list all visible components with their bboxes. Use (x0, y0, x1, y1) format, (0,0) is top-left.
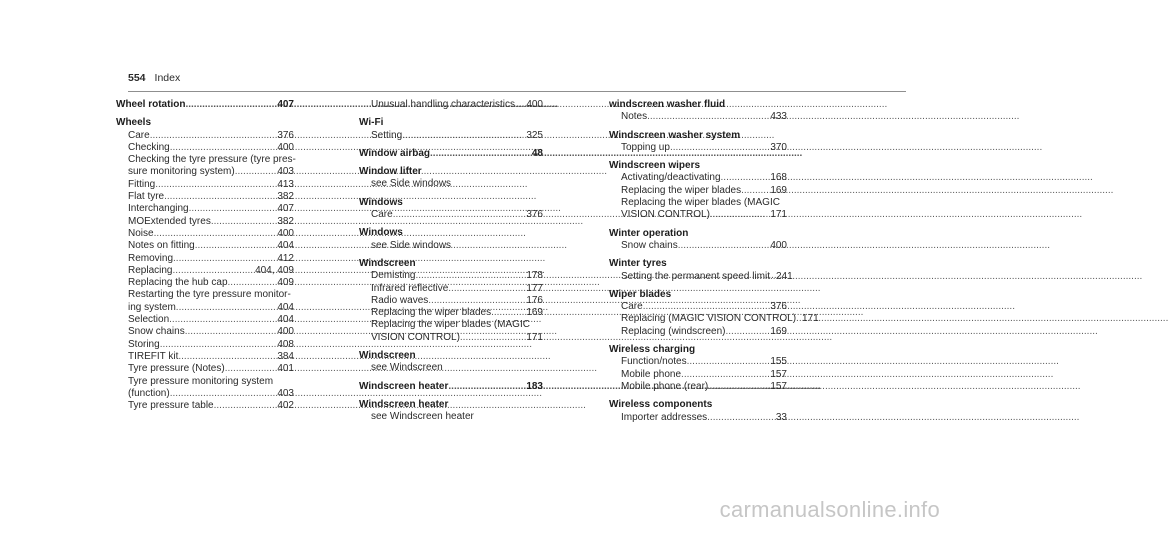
index-entry (359, 99, 543, 111)
page-reference[interactable]: 370 (770, 141, 787, 153)
index-entry (609, 258, 793, 283)
index-subentry[interactable] (621, 356, 787, 368)
page-reference[interactable]: 404, 409 (255, 264, 294, 276)
index-subentry[interactable] (371, 283, 543, 295)
page-reference[interactable]: 400 (277, 141, 294, 153)
page-reference[interactable]: 403 (277, 387, 294, 399)
index-heading: Windows (359, 196, 403, 208)
dot-leader (643, 301, 769, 313)
subentry-text: Mobile phone (621, 368, 682, 380)
subentry-text: Replacing the wiper blades (371, 307, 492, 319)
index-subentry[interactable] (371, 209, 543, 221)
page-reference[interactable]: 400 (277, 326, 294, 338)
page-reference[interactable]: 169 (526, 307, 543, 319)
index-heading[interactable] (116, 99, 294, 111)
index-subentry[interactable] (128, 240, 294, 252)
subentry-text: (function) (128, 387, 170, 399)
page-reference[interactable]: 241 (775, 270, 793, 282)
index-subentry: see Side windows (371, 239, 452, 251)
index-heading: Wi-Fi (359, 117, 384, 129)
dot-leader (430, 148, 530, 160)
index-heading: Windscreen heater (359, 398, 449, 410)
index-subentry[interactable] (128, 179, 294, 191)
dot-leader (176, 302, 276, 314)
index-subentry[interactable] (128, 216, 294, 228)
page-reference[interactable]: 403 (277, 166, 294, 178)
dot-leader (164, 191, 275, 203)
subentry-text: Tyre pressure (Notes) (128, 363, 225, 375)
index-subentry[interactable] (621, 270, 793, 283)
subentry-text: Care (621, 301, 643, 313)
index-subentry[interactable] (371, 270, 543, 282)
index-heading: Windscreen (359, 350, 416, 362)
page-reference[interactable]: 400 (770, 239, 787, 251)
subentry-text: Selection (128, 314, 170, 326)
index-heading-text: Windscreen heater (359, 380, 449, 392)
dot-leader (647, 111, 768, 123)
index-heading: Windscreen (359, 257, 416, 269)
index-subentry[interactable] (128, 326, 294, 338)
index-subentry[interactable] (128, 166, 294, 178)
index-subentry[interactable] (128, 191, 294, 203)
dot-leader (708, 381, 768, 393)
subentry-text: Removing (128, 252, 174, 264)
dot-leader (726, 326, 769, 338)
page-reference[interactable]: 404 (277, 301, 294, 313)
index-subentry[interactable] (621, 313, 819, 325)
index-subentry: Tyre pressure monitoring system (128, 375, 274, 387)
page-reference[interactable]: 409 (277, 277, 294, 289)
page-reference[interactable]: 157 (770, 380, 787, 392)
subentry-text: Setting the permanent speed limit (621, 270, 770, 282)
subentry-text: Demisting (371, 270, 416, 282)
index-subentry[interactable] (621, 142, 787, 154)
index-subentry: Replacing the wiper blades (MAGIC (371, 319, 530, 331)
index-entry (116, 117, 294, 412)
index-subentry[interactable] (128, 142, 294, 154)
index-entry (609, 288, 819, 338)
index-heading: Window lifter (359, 166, 422, 178)
index-column-1 (116, 99, 294, 418)
subentry-text: Tyre pressure table (128, 400, 214, 412)
subentry-text: Infrared reflective (371, 282, 449, 294)
subentry-text: Mobile phone (rear) (621, 380, 709, 392)
dot-leader (678, 240, 769, 252)
dot-leader (707, 412, 774, 424)
page-reference[interactable]: 48 (531, 147, 543, 159)
index-subentry[interactable] (128, 339, 294, 351)
index-heading[interactable] (359, 148, 543, 160)
page-reference[interactable]: 376 (277, 129, 294, 141)
dot-leader (448, 283, 524, 295)
subentry-text: Radio waves (371, 294, 429, 306)
dot-leader (228, 277, 276, 289)
index-entry (359, 117, 543, 142)
index-entry (359, 148, 543, 160)
page-reference[interactable]: 384 (277, 350, 294, 362)
page-reference[interactable]: 376 (526, 209, 543, 221)
subentry-text: MOExtended tyres (128, 215, 211, 227)
page-reference[interactable]: 407 (277, 99, 294, 110)
index-entry (116, 99, 294, 111)
subentry-text: Snow chains (128, 326, 185, 338)
page-reference[interactable]: 408 (277, 338, 294, 350)
dot-leader (160, 339, 276, 351)
subentry-text: Noise (128, 227, 154, 239)
index-subentry[interactable] (621, 111, 787, 123)
subentry-text: Function/notes (621, 356, 687, 368)
index-entry (359, 227, 543, 252)
page-reference[interactable]: 171 (526, 331, 543, 343)
page-reference[interactable]: 404 (277, 314, 294, 326)
subentry-text: Notes on fitting (128, 240, 195, 252)
page-reference[interactable]: 404 (277, 240, 294, 252)
subentry-text: Replacing the wiper blades (621, 184, 742, 196)
page-reference[interactable]: 171 (802, 313, 819, 325)
index-entry (609, 399, 787, 424)
index-subentry[interactable] (128, 265, 294, 277)
index-subentry[interactable] (621, 369, 787, 381)
subentry-text: TIREFIT kit (128, 350, 179, 362)
page-reference[interactable]: 155 (770, 356, 787, 368)
index-subentry[interactable] (128, 130, 294, 142)
index-subentry[interactable] (621, 185, 787, 197)
dot-leader (681, 369, 768, 381)
index-subentry: Checking the tyre pressure (tyre pres- (128, 154, 296, 166)
index-heading: Winter operation (609, 227, 689, 239)
index-subentry[interactable] (371, 99, 543, 111)
subentry-text: sure monitoring system) (128, 166, 235, 178)
subentry-text: Snow chains (621, 239, 678, 251)
dot-leader (178, 351, 275, 363)
index-subentry[interactable] (128, 388, 294, 400)
index-subentry: Replacing the wiper blades (MAGIC (621, 197, 780, 209)
page-reference[interactable]: 33 (775, 411, 787, 423)
dot-leader (155, 179, 275, 191)
dot-leader (150, 130, 276, 142)
subentry-text: Flat tyre (128, 191, 165, 203)
subentry-text: Setting (371, 129, 403, 141)
index-entry (359, 350, 543, 375)
index-subentry[interactable] (621, 209, 787, 221)
page-reference[interactable]: 400 (526, 99, 543, 110)
index-entry (359, 197, 543, 222)
index-subentry[interactable] (371, 332, 543, 344)
subentry-text: Storing (128, 338, 160, 350)
index-subentry[interactable] (621, 301, 787, 313)
index-entry (609, 344, 787, 393)
index-subentry[interactable] (128, 363, 294, 375)
page-section-title: Index (154, 72, 181, 84)
page-reference[interactable]: 382 (277, 215, 294, 227)
index-column-2 (359, 99, 543, 430)
watermark: carmanualsonline.info (719, 497, 940, 522)
index-heading-text: Wheel rotation (116, 99, 186, 110)
dot-leader (189, 203, 276, 215)
subentry-text: Replacing (windscreen) (621, 325, 726, 337)
index-heading: Winter tyres (609, 258, 667, 270)
index-subentry[interactable] (128, 314, 294, 326)
subentry-text: VISION CONTROL) (621, 209, 710, 221)
dot-leader (741, 185, 768, 197)
page-reference[interactable]: 171 (770, 209, 787, 221)
dot-leader (185, 99, 275, 111)
index-entry (609, 228, 787, 253)
index-entry (359, 381, 543, 393)
index-subentry[interactable] (371, 130, 543, 142)
subentry-text: Notes (621, 111, 648, 123)
index-subentry[interactable] (128, 203, 294, 215)
dot-leader (170, 142, 276, 154)
page-reference[interactable]: 176 (526, 294, 543, 306)
index-subentry: see Windscreen (371, 362, 443, 374)
dot-leader (448, 381, 524, 393)
page-reference[interactable]: 183 (526, 380, 543, 392)
index-subentry: see Side windows (371, 178, 452, 190)
index-heading: Windscreen wipers (609, 160, 701, 172)
dot-leader (415, 270, 524, 282)
dot-leader (491, 307, 524, 319)
index-heading: Windscreen washer system (609, 129, 741, 141)
page-reference[interactable]: 402 (277, 400, 294, 412)
dot-leader (393, 209, 525, 221)
subentry-text: Unusual handling characteristics (371, 99, 515, 110)
dot-leader (211, 216, 276, 228)
index-subentry[interactable] (621, 172, 787, 184)
dot-leader (687, 356, 769, 368)
index-subentry[interactable] (371, 307, 543, 319)
index-subentry[interactable] (128, 400, 294, 412)
index-heading: Wireless components (609, 399, 713, 411)
index-subentry: see Windscreen heater (371, 411, 474, 423)
index-entry (359, 258, 543, 344)
subentry-text: Replacing the hub cap (128, 277, 228, 289)
page-reference[interactable]: 376 (770, 301, 787, 313)
index-heading-text: Window airbag (359, 147, 431, 159)
subentry-text: Replacing (MAGIC VISION CONTROL) (621, 313, 797, 325)
page-number: 554 (128, 72, 146, 84)
index-entry (609, 99, 787, 124)
subentry-text: Importer addresses (621, 411, 708, 423)
page-reference[interactable]: 169 (770, 184, 787, 196)
dot-leader (225, 363, 276, 375)
dot-leader (214, 400, 276, 412)
dot-leader (460, 332, 524, 344)
subentry-text: ing system (128, 301, 176, 313)
dot-leader (428, 295, 524, 307)
dot-leader (402, 130, 524, 142)
index-subentry[interactable] (128, 302, 294, 314)
index-subentry[interactable] (621, 381, 787, 393)
index-entry (359, 399, 543, 424)
index-heading[interactable] (359, 381, 543, 393)
index-column-3 (609, 99, 819, 430)
index-subentry[interactable] (128, 277, 294, 289)
page-reference[interactable]: 401 (277, 363, 294, 375)
page-reference[interactable]: 325 (526, 129, 543, 141)
subentry-text: Activating/deactivating (621, 172, 721, 184)
index-entry (359, 166, 543, 191)
page-reference[interactable]: 382 (277, 191, 294, 203)
dot-leader (721, 172, 769, 184)
page-reference[interactable]: 168 (770, 172, 787, 184)
dot-leader (172, 265, 253, 277)
header-divider (128, 91, 906, 92)
page-reference[interactable]: 433 (770, 111, 787, 123)
dot-leader (185, 326, 276, 338)
index-subentry[interactable] (128, 351, 294, 363)
dot-leader (515, 99, 524, 111)
page-reference[interactable]: 178 (526, 270, 543, 282)
page-reference[interactable]: 157 (770, 368, 787, 380)
subentry-text: Replacing (128, 264, 173, 276)
subentry-text: Care (371, 209, 393, 221)
page-header (128, 72, 180, 84)
index-subentry: Restarting the tyre pressure monitor- (128, 289, 291, 301)
subentry-text: VISION CONTROL) (371, 331, 460, 343)
dot-leader (170, 388, 276, 400)
subentry-text: Interchanging (128, 203, 189, 215)
dot-leader (169, 314, 275, 326)
subentry-text: Checking (128, 141, 170, 153)
page-reference[interactable]: 177 (526, 282, 543, 294)
index-entry (609, 160, 787, 221)
subentry-text: Topping up (621, 141, 670, 153)
page-reference[interactable]: 407 (277, 203, 294, 215)
dot-leader (710, 209, 768, 221)
index-heading: windscreen washer fluid (609, 99, 726, 110)
index-entry (609, 130, 787, 155)
index-subentry[interactable] (371, 295, 543, 307)
dot-leader (154, 228, 276, 240)
index-subentry[interactable] (621, 412, 787, 424)
page-reference[interactable]: 400 (277, 227, 294, 239)
subentry-text: Fitting (128, 178, 156, 190)
dot-leader (173, 253, 275, 265)
page-reference[interactable]: 412 (277, 252, 294, 264)
index-heading: Wheels (116, 117, 152, 129)
page-reference[interactable]: 169 (770, 325, 787, 337)
index-subentry[interactable] (621, 240, 787, 252)
dot-leader (195, 240, 276, 252)
page-reference[interactable]: 413 (277, 178, 294, 190)
index-subentry[interactable] (621, 326, 787, 338)
index-subentry[interactable] (128, 253, 294, 265)
dot-leader (235, 166, 276, 178)
index-heading: Windows (359, 227, 403, 239)
index-heading: Wireless charging (609, 344, 696, 356)
index-subentry[interactable] (128, 228, 294, 240)
index-heading: Wiper blades (609, 288, 672, 300)
subentry-text: Care (128, 129, 150, 141)
dot-leader (670, 142, 768, 154)
